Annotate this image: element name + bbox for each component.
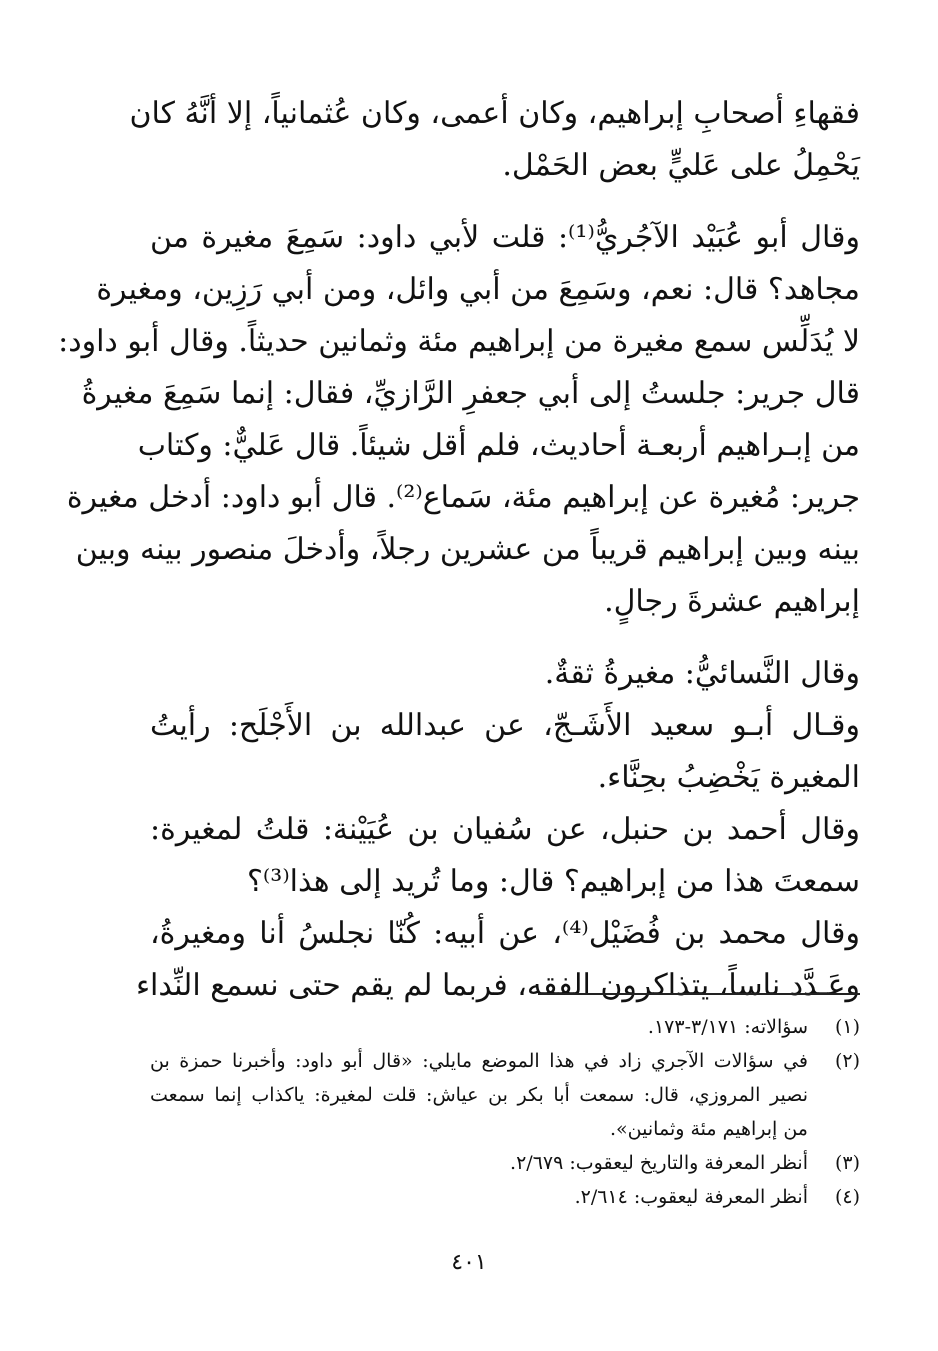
footnote-number: (٢) — [834, 1050, 860, 1072]
text-line: وعَـدَّد ناساً، يتذاكرون الفقه، فربما لم يقم حتى نسمع النِّداء — [135, 968, 860, 1003]
text-line: من إبـراهيم أربعـة أحاديث، فلم أقل شيئاً. قال عَليٌّ: وكتاب — [137, 428, 860, 463]
footnote — [150, 1010, 860, 1044]
footnote-number: (٤) — [834, 1186, 860, 1208]
footnote-text: من إبراهيم مئة وثمانين». — [610, 1118, 808, 1140]
footnote — [150, 1146, 860, 1180]
text-line: يَحْمِلُ على عَليٍّ بعض الحَمْل. — [502, 148, 860, 183]
text-line: المغيرة يَخْضِبُ بحِنَّاء. — [597, 760, 860, 795]
text-line: سمعتَ هذا من إبراهيم؟ قال: وما تُريد إلى هذا⁽³⁾؟ — [246, 864, 860, 899]
text-line: إبراهيم عشرةَ رجالٍ. — [604, 584, 860, 619]
footnote — [150, 1044, 860, 1146]
page-number: ٤٠١ — [451, 1250, 487, 1275]
footnote-separator — [538, 993, 860, 995]
footnote-text: في سؤالات الآجري زاد في هذا الموضع مايلي: «قال أبو داود: وأخبرنا حمزة بن — [150, 1050, 808, 1072]
text-line: لا يُدَلِّس سمع مغيرة من إبراهيم مئة وثمانين حديثاً. وقال أبو داود: — [58, 324, 860, 359]
text-line: بينه وبين إبراهيم قريباً من عشرين رجلاً، وأدخلَ منصور بينه وبين — [75, 532, 860, 567]
text-line: جرير: مُغيرة عن إبراهيم مئة، سَماع⁽²⁾. قال أبو داود: أدخل مغيرة — [66, 480, 860, 515]
text-line: مجاهد؟ قال: نعم، وسَمِعَ من أبي وائل، ومن أبي رَزِين، ومغيرة — [96, 272, 860, 307]
footnotes — [150, 1010, 860, 1214]
footnote-number: (٣) — [834, 1152, 860, 1174]
footnote-text: سؤالاته: ٣/١٧١-١٧٣. — [647, 1016, 808, 1038]
footnote-text: أنظر المعرفة ليعقوب: ٢/٦١٤. — [574, 1186, 808, 1208]
footnote-text: أنظر المعرفة والتاريخ ليعقوب: ٢/٦٧٩. — [510, 1152, 808, 1174]
text-line: قال جرير: جلستُ إلى أبي جعفرِ الرَّازيِّ، فقال: إنما سَمِعَ مغيرةُ — [81, 376, 860, 411]
text-line: فقهاءِ أصحابِ إبراهيم، وكان أعمى، وكان عُثمانياً، إلا أنَّهُ كان — [129, 96, 860, 131]
footnote — [150, 1180, 860, 1214]
text-line: وقـال أبـو سعيد الأَشَـجّ، عن عبدالله بن الأَجْلَح: رأيتُ — [150, 708, 860, 743]
footnote-text: نصير المروزي، قال: سمعت أبا بكر بن عياش: قلت لمغيرة: ياكذاب إنما سمعت — [150, 1084, 808, 1106]
text-line: وقال النَّسائيُّ: مغيرةُ ثقةٌ. — [544, 656, 860, 691]
text-line: وقال أبو عُبَيْد الآجُريُّ⁽¹⁾: قلت لأبي داود: سَمِعَ مغيرة من — [150, 220, 860, 255]
footnote-number: (١) — [834, 1016, 860, 1038]
text-line: وقال أحمد بن حنبل، عن سُفيان بن عُيَيْنة: قلتُ لمغيرة: — [150, 812, 860, 847]
main-text — [58, 88, 860, 1012]
text-line: وقال محمد بن فُضَيْل⁽⁴⁾، عن أبيه: كُنّا نجلسُ أنا ومغيرةُ، — [150, 916, 860, 951]
